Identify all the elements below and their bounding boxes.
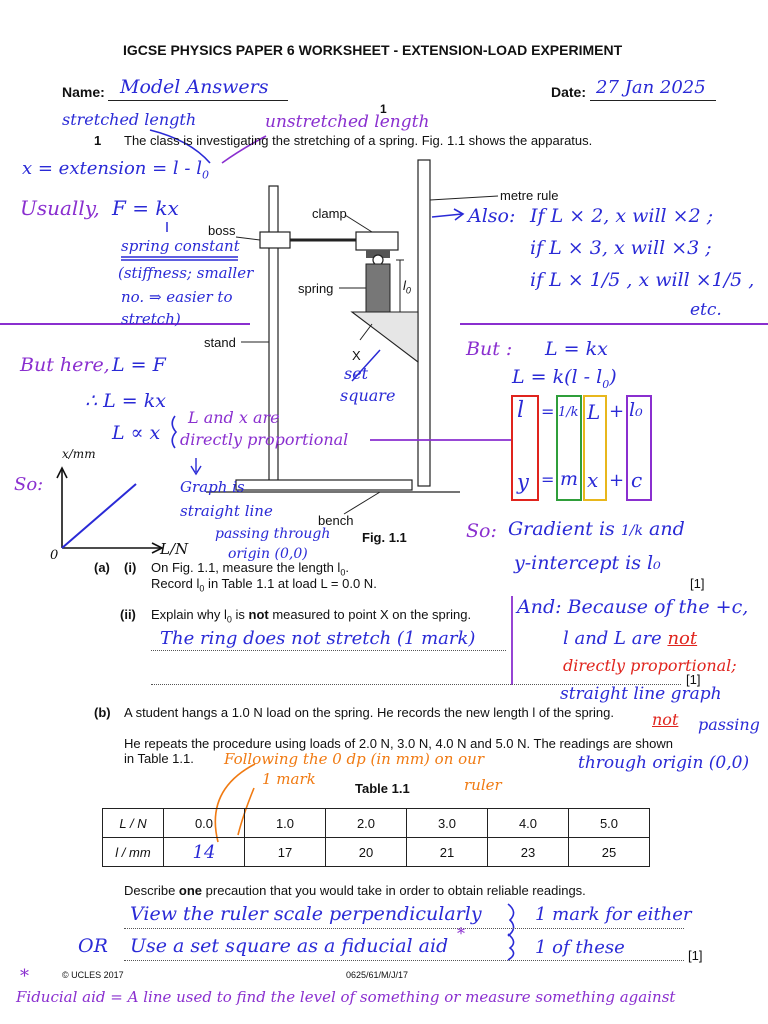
note-stretched-length: stretched length [62,110,197,129]
note-but-eq: L = kx [545,338,608,360]
boss [260,232,290,248]
part-b-text3: in Table 1.1. [124,751,194,766]
stand-base [236,480,412,490]
note-therefore: ∴ L = kx [85,390,166,412]
part-a-i-line1: On Fig. 1.1, measure the length $l_0$. [151,560,349,578]
note-one-mark: 1 mark [262,770,316,788]
label-metre-rule: metre rule [500,188,559,203]
note-spring-constant: spring constant [121,237,240,255]
note-footnote: Fiducial aid = A line used to find the level of something or measure something against [16,988,676,1006]
date-line [590,100,716,101]
note-straight-line: straight line [180,502,273,520]
results-table [102,808,650,867]
graph-axis-x: L/N [160,540,189,558]
sketch-graph [57,468,162,553]
note-and-4: straight line graph [560,684,722,704]
note-usually: Usually, [20,196,100,220]
note-ruler: ruler [464,776,502,794]
answer-note: 1 mark for either [535,904,692,925]
answer-note2: 1 of these [535,937,625,958]
footer-code: 0625/61/M/J/17 [346,970,409,980]
note-l-and-x: L and x are [188,408,280,427]
table-cell: 21 [407,838,488,867]
note-directly-prop: directly proportional [180,430,349,449]
eq-top-k: 1/k [558,405,579,420]
table-cell: 17 [245,838,326,867]
label-l0: $l_0$ [403,278,411,296]
name-value: Model Answers [120,76,269,98]
note-and-because: And: Because of the +c, [517,596,749,618]
table-cell: 20 [326,838,407,867]
note-and-3: directly proportional; [563,656,737,675]
eq-bottom-x: x [587,468,599,492]
table-cell: 2.0 [326,809,407,838]
eq-bottom-m: m [560,468,579,490]
worksheet-title: IGCSE PHYSICS PAPER 6 WORKSHEET - EXTENSION-LOAD EXPERIMENT [123,42,623,58]
note-fkx: F = kx [112,196,179,220]
note-l-eq: $L = k(l - l_0)$ [512,366,617,391]
table-cell: 0.0 [164,809,245,838]
note-but-here: But here, [20,354,110,376]
label-x: X [352,348,361,363]
answer-line-b-1 [124,928,684,929]
note-also: Also: [468,205,516,227]
note-extension: x = extension = l - $l_0$ [22,158,209,182]
note-origin: origin (0,0) [228,546,308,562]
table-cell: 4.0 [488,809,569,838]
note-etc: etc. [690,300,722,320]
label-stand: stand [204,335,236,350]
note-gradient: Gradient is 1/k and [508,518,685,540]
note-so-2: So: [466,520,497,542]
question-intro: The class is investigating the stretching of a spring. Fig. 1.1 shows the apparatus. [124,133,593,148]
part-a-ii-answer: The ring does not stretch (1 mark) [160,628,476,649]
note-and-5: passing [698,715,760,734]
date-value: 27 Jan 2025 [596,77,706,98]
part-a-i-marks: [1] [690,576,705,591]
note-following: Following the 0 dp (in mm) on our [224,750,484,768]
table-cell: 25 [569,838,650,867]
eq-top-eq: = [541,402,555,421]
question-number: 1 [94,133,102,148]
note-passing-through: passing through [215,526,331,542]
eq-bottom-eq: = [541,470,555,489]
note-l-eq-f: L = F [112,354,166,376]
answer-or: OR [78,935,108,957]
graph-axis-zero: 0 [50,548,59,563]
note-unstretched-length: unstretched length [265,112,430,132]
footer-copyright: © UCLES 2017 [62,970,124,980]
page-number: 1 [380,102,387,116]
label-boss: boss [208,223,236,238]
part-b-text1: A student hangs a 1.0 N load on the spring. He records the new length l of the spring. [124,705,614,720]
graph-axis-y: x/mm [62,447,96,461]
table-row-length [103,838,650,867]
note-also-1: If L × 2, x will ×2 ; [530,205,714,227]
table-header-length: l / mm [103,838,164,867]
note-set-square-2: square [340,386,396,405]
part-a-i-label: (i) [124,560,137,575]
metre-rule [418,160,430,486]
table-header-load: L / N [103,809,164,838]
note-stiffness-3: stretch) [121,310,181,328]
note-y-intercept: y-intercept is l₀ [514,552,661,574]
clamp [356,232,398,250]
note-and-6: through origin (0,0) [578,753,750,773]
part-b-marks: [1] [688,948,703,963]
answer-line-a-ii-1 [151,650,506,651]
note-stiffness-2: no. ⇒ easier to [121,288,233,306]
note-proportional: L ∝ x [112,422,161,444]
part-a-ii-question: Explain why $l_0$ is not measured to point X on the spring. [151,607,472,625]
part-a-ii-marks: [1] [686,672,701,687]
part-a-label: (a) [94,560,110,575]
eq-top-L: L [587,400,601,424]
table-cell-handwritten: 14 [164,838,245,867]
sketch-graph-line [62,484,136,548]
table-cell: 1.0 [245,809,326,838]
eq-bottom-y: y [517,470,529,494]
date-label: Date: [551,84,587,100]
eq-top-l0: l₀ [629,399,643,421]
label-clamp: clamp [312,206,347,221]
table-cell: 3.0 [407,809,488,838]
note-but: But : [466,338,513,360]
eq-bottom-plus: + [609,470,625,491]
answer-2: Use a set square as a fiducial aid [130,935,449,957]
part-b-text2: He repeats the procedure using loads of 2.0 N, 3.0 N, 4.0 N and 5.0 N. The readings are shown [124,736,673,751]
eq-bottom-c: c [631,468,643,492]
figure-caption: Fig. 1.1 [362,530,407,545]
answer-line-b-2 [124,960,684,961]
table-cell: 23 [488,838,569,867]
note-also-2: if L × 3, x will ×3 ; [530,237,712,259]
table-cell: 5.0 [569,809,650,838]
note-so: So: [14,474,44,495]
note-set-square: set [344,364,369,383]
eq-top-l: l [517,398,525,423]
part-b-label: (b) [94,705,111,720]
apparatus-figure [206,160,498,514]
eq-top-plus: + [609,401,625,422]
note-and-2: l and L are not [563,628,698,649]
describe-prompt: Describe one precaution that you would take in order to obtain reliable readings. [124,883,586,898]
table-row-load [103,809,650,838]
note-asterisk-footnote: * [20,966,29,987]
name-line [108,100,288,101]
label-spring: spring [298,281,334,296]
answer-1: View the ruler scale perpendicularly [130,903,482,925]
note-graph-is: Graph is [180,478,245,496]
note-and-5-not: not [652,710,679,729]
part-a-i-line2: Record $l_0$ in Table 1.1 at load L = 0.0 N. [151,576,377,594]
part-a-ii-label: (ii) [120,607,136,622]
name-label: Name: [62,84,105,100]
note-also-3: if L × 1/5 , x will ×1/5 , [530,269,755,291]
table-title: Table 1.1 [355,781,410,796]
note-asterisk-answer: * [457,924,465,943]
spring-coil [366,264,390,312]
note-stiffness-1: (stiffness; smaller [118,264,254,282]
label-bench: bench [318,513,354,528]
